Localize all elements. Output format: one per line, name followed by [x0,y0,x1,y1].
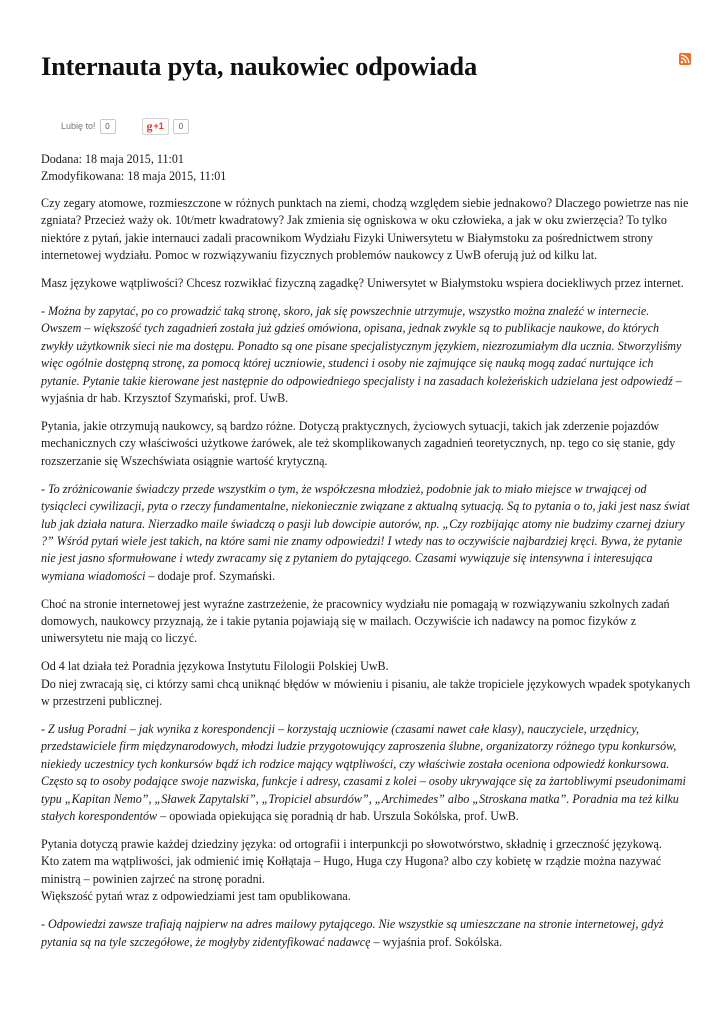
paragraph-line: Pytania dotyczą prawie każdej dziedziny języka: od ortografii i interpunkcji po słowotwórstwo, składnię i grzeczność językową. [41,837,662,851]
paragraph-line: Od 4 lat działa też Poradnia językowa Instytutu Filologii Polskiej UwB. [41,659,389,674]
paragraph-line: Kto zatem ma wątpliwości, jak odmienić imię Kołłątaja – Hugo, Huga czy Hugona? albo czy kobietę w rządzie można nazywać ministrą – powinien zajrzeć na stronę poradni. [41,854,662,886]
paragraph: Czy zegary atomowe, rozmieszczone w różnych punktach na ziemi, chodzą względem siebie jednakowo? Dlaczego powietrze nas nie zgniata? Przecież waży ok. 10t/metr kwadratowy? Jak zmienia się ogniskowa w oku człowieka, a jak w oku zwierzęcia? To tylko niektóre z pytań, jakie internauci zadali pracownikom Wydziału Fizyki Uniwersytetu w Białymstoku za pośrednictwem strony internetowej wydziału. Pomoc w rozwiązywaniu fizycznych problemów naukowcy z UwB oferują już od kilku lat. [41,196,689,263]
paragraph [41,836,691,906]
quote-paragraph [41,721,691,825]
date-modified: Zmodyfikowana: 18 maja 2015, 11:01 [41,169,227,183]
date-added: Dodana: 18 maja 2015, 11:01 [41,152,184,166]
paragraph [41,658,691,710]
paragraph-line: Do niej zwracają się, ci którzy sami chcą uniknąć błędów w mówieniu i pisaniu, ale także tropiciele językowych wpadek spotykanych w przestrzeni publicznej. [41,676,691,709]
rss-feed-icon[interactable] [679,53,691,65]
paragraph: Masz językowe wątpliwości? Chcesz rozwikłać fizyczną zagadkę? Uniwersytet w Białymstoku wspiera dociekliwych przez internet. [41,276,684,291]
quote-text: - To zróżnicowanie świadczy przede wszystkim o tym, że współczesna młodzież, podobnie jak to miało miejsce w trwającej od tysiącleci cywilizacji, pyta o rzeczy fundamentalne, niekoniecznie związane z aktualną sytuacją. Są to pytania o to, jaki jest nasz świat lub jak działa natura. Nierzadko maile świadczą o pasji lub dowcipie autorów, np. „Czy rozbijając atomy nie budzimy czarnej dziury ?” Wśród pytań wiele jest takich, na które sami nie znamy odpowiedzi! I wtedy nas to oczywiście najbardziej kręci. Bywa, że pytanie nie jest jasno sformułowane i wtedy zwracamy się z pytaniem do pytającego. Czasami wywiązuje się intensywna i interesująca wymiana wiadomości [41,481,690,583]
page-title: Internauta pyta, naukowiec odpowiada [41,51,478,81]
like-button[interactable]: Lubię to! [61,121,96,131]
quote-attribution: – wyjaśnia prof. Sokólska. [370,934,503,949]
google-plus-label: +1 [153,121,164,131]
quote-text: - Można by zapytać, po co prowadzić taką stronę, skoro, jak się powszechnie utrzymuje, wszystko można znaleźć w internecie. Owszem – większość tych zagadnień została już gdzieś omówiona, opisana, jednak zwykle są to publikacje naukowe, do których zwykły użytkownik sieci nie ma dostępu. Ponadto są one pisane specjalistycznym językiem, niezrozumiałym dla ucznia. Stworzyliśmy więc ogólnie dostępną stronę, za pomocą której uczniowie, studenci i osoby nie zajmujące się nauką mogą zadać nurtujące ich pytanie. Pytanie takie kierowane jest następnie do odpowiedniego specjalisty i na zasadach koleżeńskich udzielana jest odpowiedź [41,304,682,388]
google-plus-button[interactable] [142,118,169,135]
quote-paragraph [41,916,691,951]
quote-paragraph [41,303,691,407]
quote-attribution: – wyjaśnia dr hab. Krzysztof Szymański, prof. UwB. [41,373,682,406]
paragraph: Pytania, jakie otrzymują naukowcy, są bardzo różne. Dotyczą praktycznych, życiowych sytuacji, takich jak zderzenie pojazdów mechanicznych czy właściwości użytkowe żarówek, ale też skomplikowanych zagadnień teoretycznych, np. tego co się stanie, gdy rozszerzanie się Wszechświata osiągnie wartość krytyczną. [41,418,676,468]
paragraph: Choć na stronie internetowej jest wyraźne zastrzeżenie, że pracownicy wydziału nie pomagają w rozwiązywaniu szkolnych zadań domowych, naukowcy przyznają, że i takie pytania pojawiają się w mailach. Oczywiście ich nadawcy na pomoc fizyków z uniwersytetu nie mają co liczyć. [41,596,670,646]
quote-paragraph [41,481,691,585]
quote-attribution: – opowiada opiekująca się poradnią dr hab. Urszula Sokólska, prof. UwB. [157,809,519,824]
paragraph-line: Większość pytań wraz z odpowiedziami jest tam opublikowana. [41,889,351,904]
google-plus-icon: g [146,118,153,133]
quote-attribution: – dodaje prof. Szymański. [145,568,276,583]
share-bar [61,118,189,134]
like-count: 0 [100,119,116,134]
quote-text: - Z usług Poradni – jak wynika z korespondencji – korzystają uczniowie (czasami nawet całe klasy), nauczyciele, urzędnicy, przedstawiciele firm międzynarodowych, młodzi ludzie przygotowujący zaproszenia ślubne, organizatorzy różnego typu konkursów, niekiedy uczestnicy tych konkursów bądź ich rodzice mający wątpliwości, czy właściwie została oceniona odpowiedź konkursowa. Często są to osoby podające swoje nazwiska, funkcje i adresy, czasami z kolei – osoby ukrywające się za żartobliwymi pseudonimami typu „Kapitan Nemo”, „Sławek Zapytalski”, „Tropiciel absurdów”, „Archimedes” albo „Stroskana matka”. Poradnia ma też kilku stałych korespondentów [41,722,686,824]
article-body [41,195,691,961]
quote-text: - Odpowiedzi zawsze trafiają najpierw na adres mailowy pytającego. Nie wszystkie są umieszczane na stronie internetowej, gdyż pytania są na tyle szczegółowe, że mogłyby zidentyfikować nadawcę [41,917,664,949]
article-dates [41,151,226,185]
google-plus-count: 0 [173,119,189,134]
